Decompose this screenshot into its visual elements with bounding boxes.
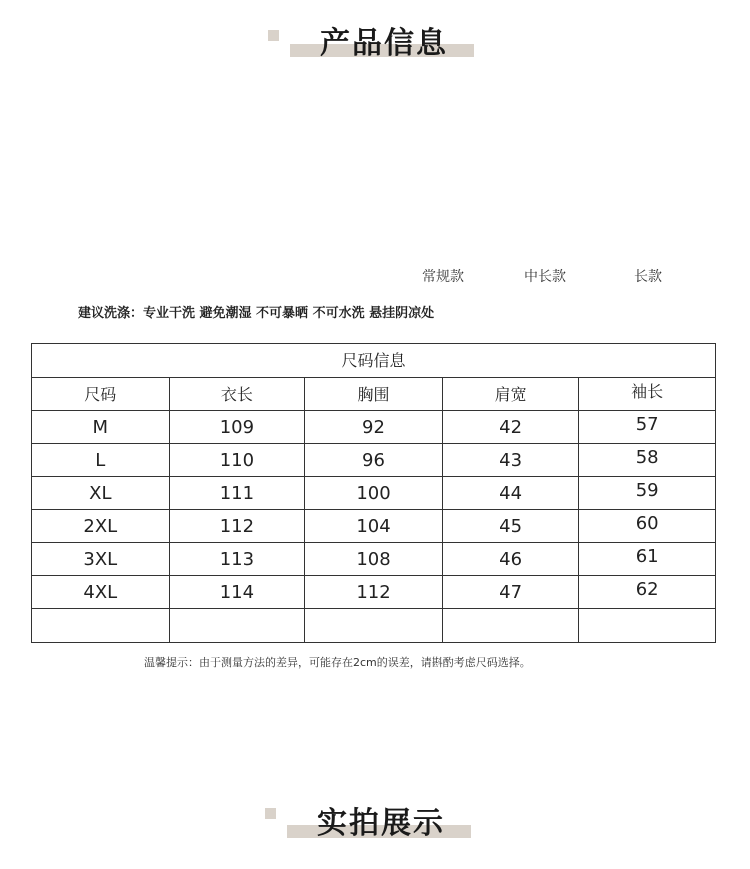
style-option-long: 长款 xyxy=(634,269,662,285)
table-cell: 46 xyxy=(443,543,580,575)
table-cell: 110 xyxy=(170,444,306,476)
table-cell: 92 xyxy=(305,411,443,443)
table-cell: XL xyxy=(32,477,170,509)
table-row xyxy=(32,477,715,510)
table-row-empty xyxy=(32,609,715,642)
header-cell: 袖长 xyxy=(631,382,664,401)
product-info-title: 产品信息 xyxy=(320,26,448,61)
header-cell: 衣长 xyxy=(170,378,306,410)
table-cell xyxy=(32,609,170,642)
header-cell: 胸围 xyxy=(305,378,443,410)
table-cell: 112 xyxy=(170,510,306,542)
table-cell xyxy=(443,609,580,642)
table-cell: 61 xyxy=(635,546,659,567)
table-cell: 59 xyxy=(635,480,659,501)
table-cell: 44 xyxy=(443,477,580,509)
table-cell xyxy=(579,609,715,642)
table-cell: 57 xyxy=(635,414,659,435)
measurement-note: 温馨提示：由于测量方法的差异，可能存在2cm的误差，请斟酌考虑尺码选择。 xyxy=(144,656,531,669)
table-cell: 114 xyxy=(170,576,306,608)
table-row xyxy=(32,411,715,444)
table-cell: 62 xyxy=(635,579,659,600)
table-cell: 58 xyxy=(635,447,659,468)
table-cell: L xyxy=(32,444,170,476)
table-cell: M xyxy=(32,411,170,443)
header-cell: 肩宽 xyxy=(443,378,580,410)
table-row xyxy=(32,510,715,543)
table-cell: 109 xyxy=(170,411,306,443)
heading-decor-square xyxy=(268,30,279,41)
real-photos-title: 实拍展示 xyxy=(317,806,445,841)
table-row xyxy=(32,576,715,609)
table-cell: 96 xyxy=(305,444,443,476)
table-cell: 2XL xyxy=(32,510,170,542)
table-cell: 42 xyxy=(443,411,580,443)
product-info-heading xyxy=(0,14,750,74)
care-instructions: 建议洗涤：专业干洗 避免潮湿 不可暴晒 不可水洗 悬挂阴凉处 xyxy=(78,306,435,321)
table-row xyxy=(32,543,715,576)
table-cell: 45 xyxy=(443,510,580,542)
style-option-regular: 常规款 xyxy=(422,269,464,285)
table-row xyxy=(32,444,715,477)
table-cell: 111 xyxy=(170,477,306,509)
table-cell: 112 xyxy=(305,576,443,608)
size-table-header-row xyxy=(32,378,715,411)
real-photos-heading xyxy=(0,796,750,856)
table-cell: 4XL xyxy=(32,576,170,608)
size-table-title: 尺码信息 xyxy=(32,344,715,378)
table-cell: 43 xyxy=(443,444,580,476)
table-cell: 108 xyxy=(305,543,443,575)
table-cell: 104 xyxy=(305,510,443,542)
table-cell: 113 xyxy=(170,543,306,575)
style-option-mid-length: 中长款 xyxy=(524,269,566,285)
table-cell: 3XL xyxy=(32,543,170,575)
table-cell xyxy=(305,609,443,642)
table-cell: 47 xyxy=(443,576,580,608)
table-cell: 60 xyxy=(635,513,659,534)
header-cell: 尺码 xyxy=(32,378,170,410)
size-table xyxy=(31,343,716,643)
heading-decor-square xyxy=(265,808,276,819)
table-cell xyxy=(170,609,306,642)
table-cell: 100 xyxy=(305,477,443,509)
